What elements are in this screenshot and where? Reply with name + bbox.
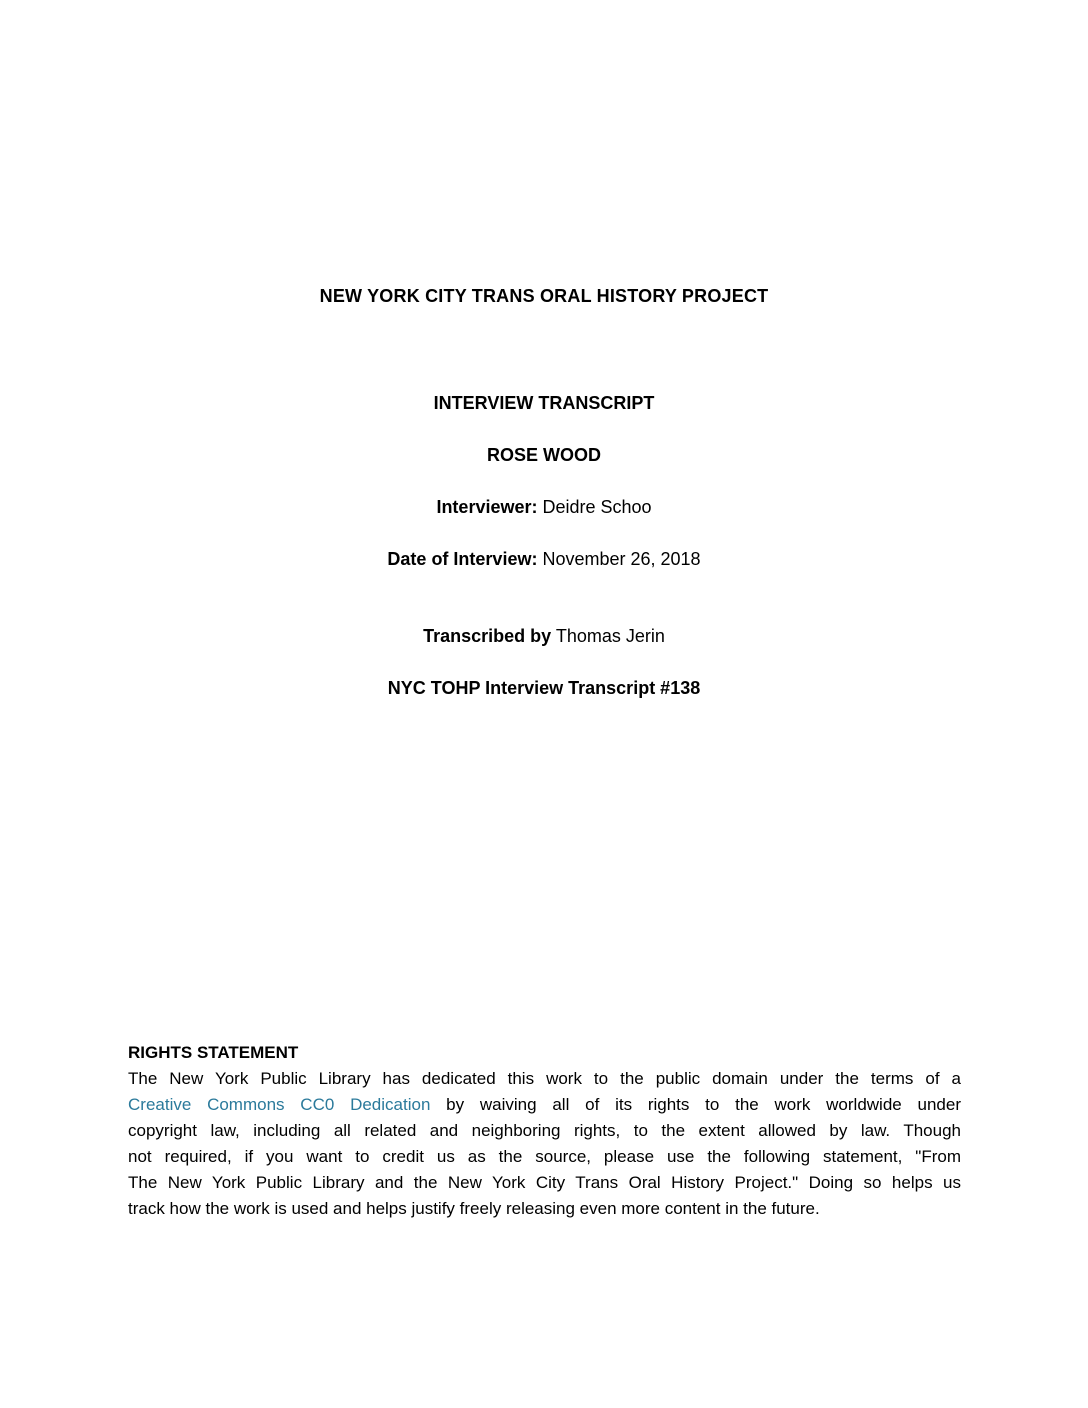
rights-text: track how the work is used and helps justify freely releasing even more content in the future. [128, 1199, 820, 1218]
date-value: November 26, 2018 [537, 549, 701, 569]
rights-paragraph-line-1 [128, 1066, 961, 1092]
rights-text: not required, if you want to credit us as the source, please use the following statement, "From [128, 1147, 961, 1166]
rights-paragraph-line-2 [128, 1092, 961, 1118]
rights-statement-heading: RIGHTS STATEMENT [128, 1043, 299, 1062]
document-type-heading: INTERVIEW TRANSCRIPT [433, 393, 655, 413]
rights-paragraph-line-4 [128, 1144, 961, 1170]
rights-paragraph-line-3 [128, 1118, 961, 1144]
rights-paragraph-line-5 [128, 1170, 961, 1196]
transcript-number: NYC TOHP Interview Transcript #138 [387, 678, 701, 698]
date-label: Date of Interview: [387, 549, 538, 569]
interviewer-line [0, 496, 1088, 518]
rights-paragraph-line-6 [128, 1196, 961, 1222]
transcriber-value: Thomas Jerin [551, 626, 665, 646]
interview-date-line [0, 548, 1088, 570]
transcribed-by-line [0, 625, 1088, 647]
project-title: NEW YORK CITY TRANS ORAL HISTORY PROJECT [319, 286, 769, 306]
rights-text: The New York Public Library and the New York City Trans Oral History Project." Doing so helps us [128, 1173, 961, 1192]
rights-text: copyright law, including all related and neighboring rights, to the extent allowed by law. Though [128, 1121, 961, 1140]
interviewer-value: Deidre Schoo [537, 497, 652, 517]
transcribed-by-label: Transcribed by [423, 626, 552, 646]
rights-statement-section [128, 1040, 961, 1222]
interviewee-name: ROSE WOOD [486, 445, 601, 465]
rights-text: The New York Public Library has dedicated this work to the public domain under the terms of a [128, 1069, 961, 1088]
rights-text: by waiving all of its rights to the work worldwide under [430, 1095, 961, 1114]
interviewer-label: Interviewer: [436, 497, 538, 517]
cc0-dedication-link[interactable]: Creative Commons CC0 Dedication [128, 1095, 431, 1114]
